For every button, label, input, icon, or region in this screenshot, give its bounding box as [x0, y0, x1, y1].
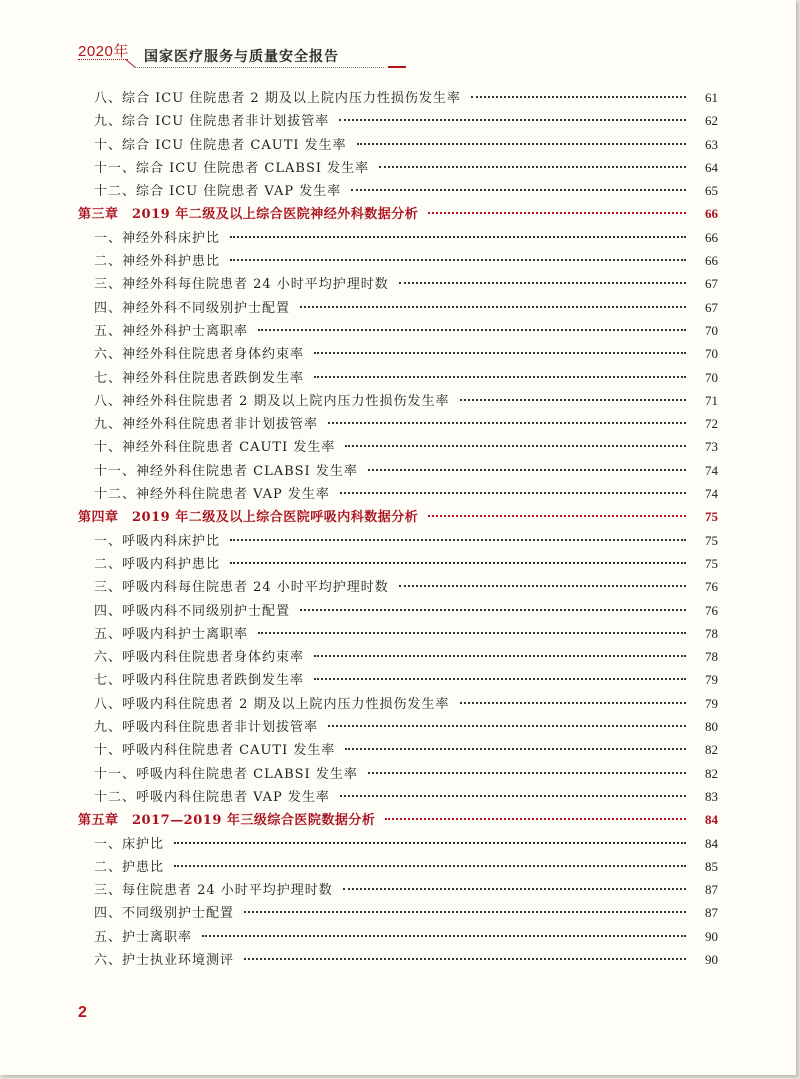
toc-entry-title: 五、呼吸内科护士离职率	[94, 626, 249, 642]
toc-entry-title: 七、呼吸内科住院患者跌倒发生率	[94, 673, 305, 689]
toc-entry-title: 十、神经外科住院患者 CAUTI 发生率	[94, 440, 336, 456]
toc-page-number: 71	[705, 392, 718, 408]
toc-entry-title: 六、呼吸内科住院患者身体约束率	[94, 650, 305, 666]
dot-leader	[230, 562, 686, 564]
dot-leader	[314, 376, 686, 378]
toc-page-number: 84	[705, 835, 718, 851]
toc-entry-title: 六、神经外科住院患者身体约束率	[94, 347, 305, 363]
toc-entry[interactable]	[78, 879, 718, 902]
toc-entry-title: 三、呼吸内科每住院患者 24 小时平均护理时数	[94, 580, 389, 596]
dot-leader	[230, 236, 686, 238]
dot-leader	[357, 143, 686, 145]
header-accent-bar	[388, 66, 406, 68]
toc-entry-title: 一、床护比	[94, 836, 165, 852]
toc-entry-title: 一、呼吸内科床护比	[94, 533, 221, 549]
toc-page-number: 67	[705, 299, 718, 315]
toc-page-number: 75	[705, 532, 718, 548]
toc-entry[interactable]	[78, 460, 718, 483]
toc-entry-title: 第三章 2019 年二级及以上综合医院神经外科数据分析	[78, 207, 419, 223]
header-title: 国家医疗服务与质量安全报告	[144, 49, 339, 65]
toc-entry[interactable]	[78, 483, 718, 506]
toc-entry[interactable]	[78, 180, 718, 203]
toc-entry[interactable]	[78, 343, 718, 366]
toc-entry[interactable]	[78, 926, 718, 949]
toc-entry-title: 八、综合 ICU 住院患者 2 期及以上院内压力性损伤发生率	[94, 91, 461, 106]
dot-leader	[340, 492, 686, 494]
toc-entry[interactable]	[78, 110, 718, 133]
toc-entry-title: 九、呼吸内科住院患者非计划拔管率	[94, 720, 319, 736]
toc-entry[interactable]	[78, 646, 718, 669]
dot-leader	[345, 748, 686, 750]
toc-page-number: 66	[705, 206, 718, 222]
toc-entry-title: 十二、综合 ICU 住院患者 VAP 发生率	[94, 184, 342, 200]
dot-leader	[379, 166, 686, 168]
toc-entry[interactable]	[78, 949, 718, 972]
toc-page-number: 82	[705, 742, 718, 758]
dot-leader	[174, 842, 686, 844]
toc-page-number: 78	[705, 649, 718, 665]
toc-entry-title: 九、综合 ICU 住院患者非计划拔管率	[94, 114, 330, 130]
toc-chapter-heading[interactable]	[78, 203, 718, 226]
toc-entry-title: 二、护患比	[94, 859, 165, 875]
toc-page-number: 78	[705, 625, 718, 641]
toc-entry[interactable]	[78, 250, 718, 273]
toc-entry-title: 第四章 2019 年二级及以上综合医院呼吸内科数据分析	[78, 510, 419, 526]
toc-entry[interactable]	[78, 436, 718, 459]
dot-leader	[314, 352, 686, 354]
toc-entry[interactable]	[78, 623, 718, 646]
toc-entry[interactable]	[78, 763, 718, 786]
toc-entry[interactable]	[78, 273, 718, 296]
dot-leader	[202, 935, 686, 937]
toc-entry[interactable]	[78, 320, 718, 343]
dot-leader	[385, 818, 686, 820]
toc-page-number: 79	[705, 695, 718, 711]
toc-page-number: 90	[705, 928, 718, 944]
toc-page-number: 67	[705, 276, 718, 292]
toc-entry[interactable]	[78, 600, 718, 623]
toc-page-number: 82	[705, 765, 718, 781]
dot-leader	[351, 189, 686, 191]
dot-leader	[340, 795, 686, 797]
toc-entry-title: 三、神经外科每住院患者 24 小时平均护理时数	[94, 277, 389, 293]
dot-leader	[345, 445, 686, 447]
toc-page-number: 76	[705, 579, 718, 595]
dot-leader	[314, 655, 686, 657]
toc-page-number: 76	[705, 602, 718, 618]
toc-entry-title: 二、神经外科护患比	[94, 254, 221, 270]
toc-entry-title: 四、不同级别护士配置	[94, 906, 235, 922]
toc-entry-title: 八、神经外科住院患者 2 期及以上院内压力性损伤发生率	[94, 393, 450, 409]
toc-entry-title: 十一、神经外科住院患者 CLABSI 发生率	[94, 463, 358, 479]
toc-page-number: 85	[705, 858, 718, 874]
dot-leader	[460, 399, 686, 401]
dot-leader	[244, 911, 686, 913]
dot-leader	[328, 422, 686, 424]
toc-page-number: 63	[705, 136, 718, 152]
toc-entry-title: 八、呼吸内科住院患者 2 期及以上院内压力性损伤发生率	[94, 696, 450, 712]
header-rule	[78, 59, 128, 60]
page-number: 2	[78, 1004, 87, 1021]
dot-leader	[399, 585, 686, 587]
toc-page-number: 64	[705, 159, 718, 175]
toc-page-number: 72	[705, 416, 718, 432]
toc-entry[interactable]	[78, 693, 718, 716]
dot-leader	[368, 469, 686, 471]
toc-page-number: 87	[705, 905, 718, 921]
dot-leader	[300, 609, 686, 611]
toc-entry-title: 二、呼吸内科护患比	[94, 556, 221, 572]
header-rule-dotted	[134, 67, 384, 68]
dot-leader	[428, 515, 686, 517]
dot-leader	[471, 96, 686, 98]
toc-entry[interactable]	[78, 716, 718, 739]
toc-chapter-heading[interactable]	[78, 506, 718, 529]
toc-page-number: 66	[705, 253, 718, 269]
toc-entry-title: 十二、呼吸内科住院患者 VAP 发生率	[94, 789, 330, 805]
dot-leader	[174, 865, 686, 867]
dot-leader	[300, 306, 686, 308]
toc-entry[interactable]	[78, 87, 718, 110]
header-year: 2020年	[78, 43, 129, 60]
dot-leader	[258, 632, 686, 634]
toc-entry[interactable]	[78, 367, 718, 390]
dot-leader	[368, 772, 686, 774]
toc-entry[interactable]	[78, 227, 718, 250]
toc-page-number: 74	[705, 486, 718, 502]
toc-page-number: 80	[705, 719, 718, 735]
dot-leader	[244, 958, 686, 960]
toc-entry[interactable]	[78, 669, 718, 692]
toc-page-number: 75	[705, 509, 718, 525]
toc-page-number: 84	[705, 812, 718, 828]
toc-entry-title: 四、神经外科不同级别护士配置	[94, 300, 291, 316]
toc-entry-title: 十、综合 ICU 住院患者 CAUTI 发生率	[94, 137, 347, 153]
toc-entry-title: 五、神经外科护士离职率	[94, 323, 249, 339]
dot-leader	[460, 702, 686, 704]
toc-entry-title: 五、护士离职率	[94, 929, 193, 945]
toc-page-number: 75	[705, 555, 718, 571]
toc-entry-title: 十一、呼吸内科住院患者 CLABSI 发生率	[94, 766, 358, 782]
toc-entry[interactable]	[78, 530, 718, 553]
dot-leader	[399, 282, 686, 284]
toc-page-number: 62	[705, 113, 718, 129]
toc-entry-title: 十、呼吸内科住院患者 CAUTI 发生率	[94, 743, 336, 759]
toc-entry[interactable]	[78, 739, 718, 762]
toc-entry[interactable]	[78, 902, 718, 925]
dot-leader	[328, 725, 686, 727]
toc-entry[interactable]	[78, 553, 718, 576]
dot-leader	[339, 119, 686, 121]
toc-entry-title: 三、每住院患者 24 小时平均护理时数	[94, 883, 333, 899]
toc-entry[interactable]	[78, 297, 718, 320]
dot-leader	[428, 212, 686, 214]
toc-entry[interactable]	[78, 413, 718, 436]
toc-page-number: 74	[705, 462, 718, 478]
toc-page-number: 70	[705, 369, 718, 385]
toc-entry-title: 十一、综合 ICU 住院患者 CLABSI 发生率	[94, 160, 370, 176]
dot-leader	[258, 329, 686, 331]
toc-entry[interactable]	[78, 134, 718, 157]
dot-leader	[343, 888, 686, 890]
dot-leader	[230, 259, 686, 261]
toc-entry-title: 六、护士执业环境测评	[94, 952, 235, 968]
toc-page-number: 83	[705, 788, 718, 804]
toc-entry-title: 十二、神经外科住院患者 VAP 发生率	[94, 487, 330, 503]
toc-entry[interactable]	[78, 576, 718, 599]
toc-page-number: 90	[705, 951, 718, 967]
toc-page-number: 73	[705, 439, 718, 455]
toc-page-number: 66	[705, 229, 718, 245]
toc-page-number: 61	[705, 90, 718, 105]
toc-page-number: 87	[705, 882, 718, 898]
toc-entry-title: 七、神经外科住院患者跌倒发生率	[94, 370, 305, 386]
toc-entry-title: 九、神经外科住院患者非计划拔管率	[94, 417, 319, 433]
toc-entry-title: 一、神经外科床护比	[94, 230, 221, 246]
toc-entry[interactable]	[78, 157, 718, 180]
toc-entry-title: 四、呼吸内科不同级别护士配置	[94, 603, 291, 619]
toc-page-number: 70	[705, 322, 718, 338]
toc-entry-title: 第五章 2017—2019 年三级综合医院数据分析	[78, 813, 376, 829]
toc-entry[interactable]	[78, 856, 718, 879]
toc-entry[interactable]	[78, 786, 718, 809]
running-header	[78, 40, 408, 70]
toc-page-number: 65	[705, 183, 718, 199]
dot-leader	[230, 539, 686, 541]
dot-leader	[314, 678, 686, 680]
toc-page-number: 79	[705, 672, 718, 688]
toc-page-number: 70	[705, 346, 718, 362]
table-of-contents	[78, 87, 718, 972]
toc-entry[interactable]	[78, 833, 718, 856]
toc-chapter-heading[interactable]	[78, 809, 718, 832]
toc-entry[interactable]	[78, 390, 718, 413]
